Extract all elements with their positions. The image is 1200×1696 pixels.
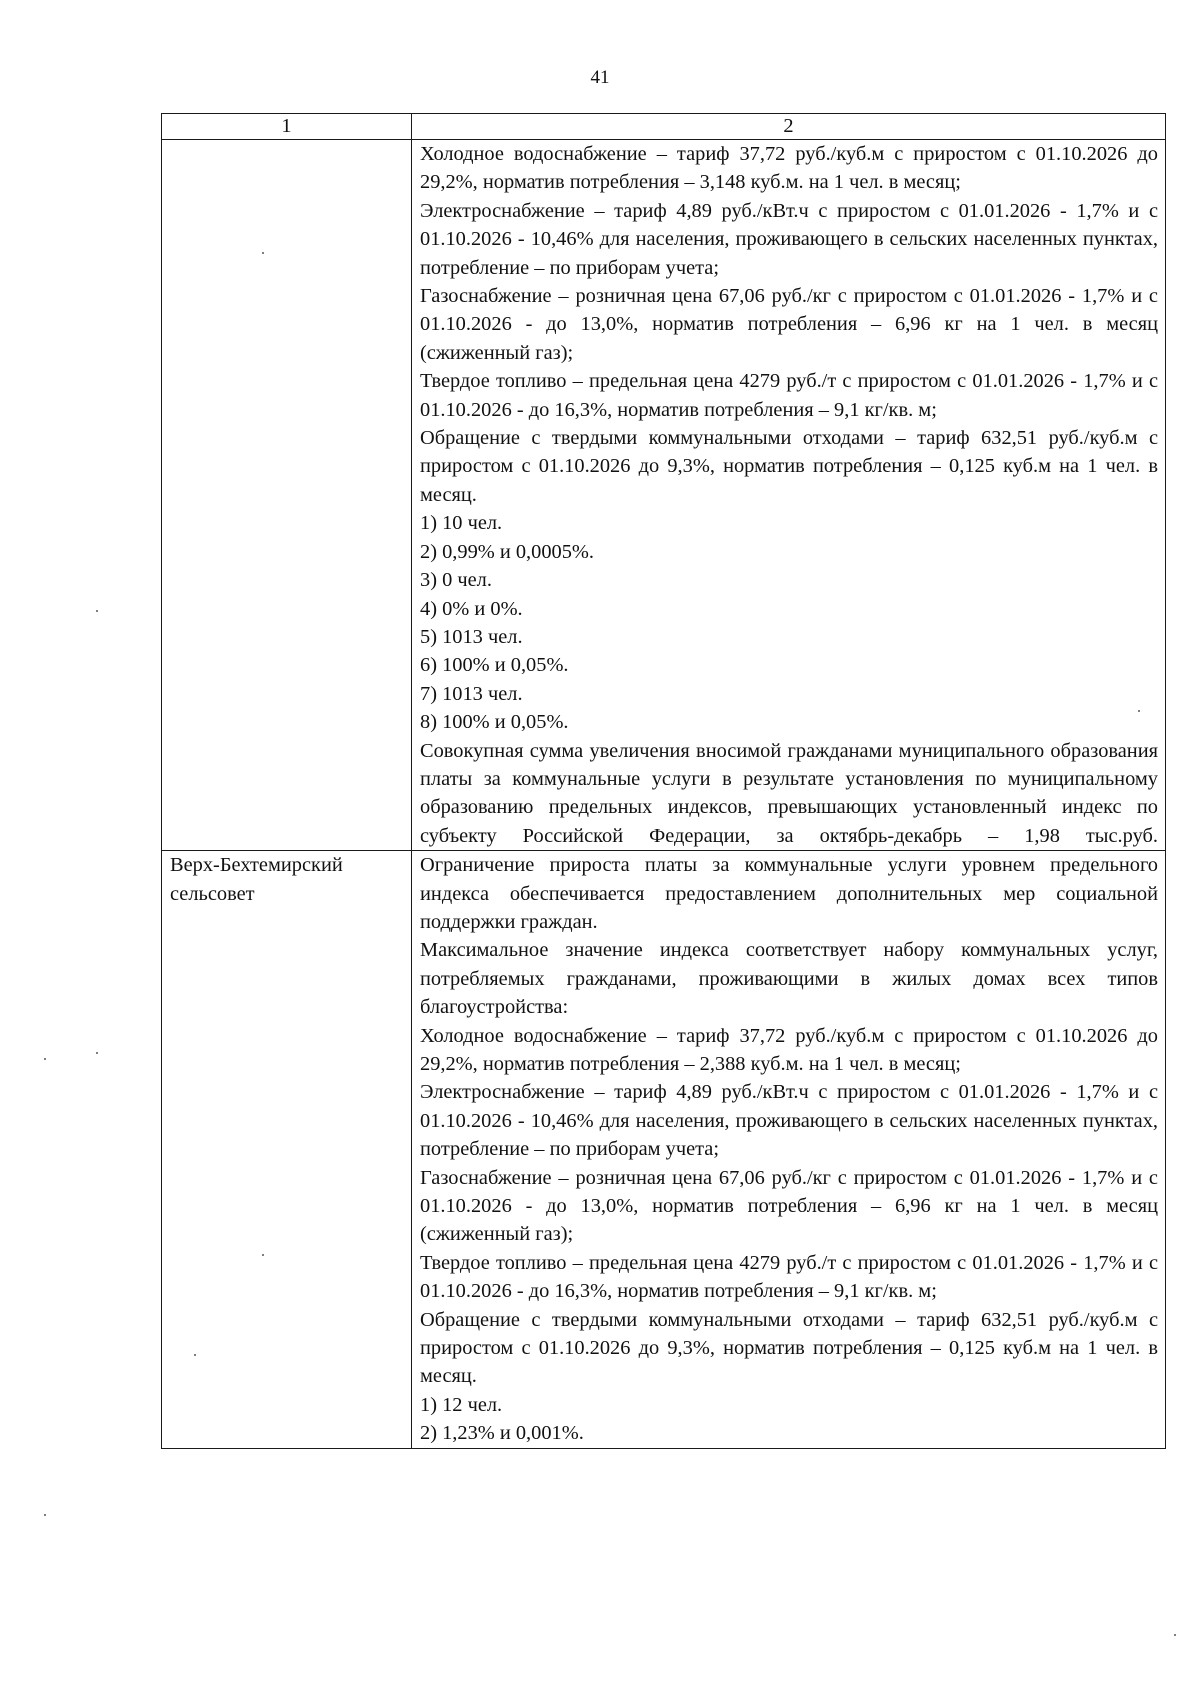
list-item: 2) 0,99% и 0,0005%. <box>420 540 595 563</box>
paragraph-electricity: Электроснабжение – тариф 4,89 руб./кВт.ч с приростом с 01.01.2026 - 1,7% и с 01.10.2026 - 10,46% для населения, проживающего в сельских населенных пунктах, потребление – по приборам учета; <box>420 199 1158 279</box>
table-row <box>162 851 1166 1449</box>
paragraph-gas: Газоснабжение – розничная цена 67,06 руб./кг с приростом с 01.01.2026 - 1,7% и с 01.10.2026 - до 13,0%, норматив потребления – 6,96 кг на 1 чел. в месяц (сжиженный газ); <box>420 1166 1158 1246</box>
column-header-2: 2 <box>412 114 1166 140</box>
list-item: 2) 1,23% и 0,001%. <box>420 1422 584 1445</box>
tariff-table <box>161 113 1166 1449</box>
list-item: 5) 1013 чел. <box>420 625 523 648</box>
scan-speck <box>1138 710 1140 712</box>
paragraph-solid-fuel: Твердое топливо – предельная цена 4279 руб./т с приростом с 01.01.2026 - 1,7% и с 01.10.2026 - до 16,3%, норматив потребления – 9,1 кг/кв. м; <box>420 370 1158 421</box>
paragraph-electricity: Электроснабжение – тариф 4,89 руб./кВт.ч с приростом с 01.01.2026 - 1,7% и с 01.10.2026 - 10,46% для населения, проживающего в сельских населенных пунктах, потребление – по приборам учета; <box>420 1081 1158 1161</box>
paragraph-waste: Обращение с твердыми коммунальными отходами – тариф 632,51 руб./куб.м с приростом с 01.10.2026 до 9,3%, норматив потребления – 0,125 куб.м на 1 чел. в месяц. <box>420 427 1158 506</box>
municipality-cell <box>162 140 412 851</box>
list-item: 6) 100% и 0,05%. <box>420 654 569 677</box>
table-row <box>162 140 1166 851</box>
description-cell <box>412 851 1166 1449</box>
paragraph-max-index: Максимальное значение индекса соответствует набору коммунальных услуг, потребляемых гражданами, проживающими в жилых домах всех типов благоустройства: <box>420 939 1158 1019</box>
column-header-1: 1 <box>162 114 412 140</box>
list-item: 8) 100% и 0,05%. <box>420 711 569 734</box>
municipality-cell <box>162 851 412 1449</box>
paragraph-cold-water: Холодное водоснабжение – тариф 37,72 руб./куб.м с приростом с 01.10.2026 до 29,2%, норматив потребления – 2,388 куб.м. на 1 чел. в месяц; <box>420 1024 1158 1075</box>
scan-speck <box>44 1058 46 1060</box>
paragraph-total-sum: Совокупная сумма увеличения вносимой гражданами муниципального образования платы за коммунальные услуги в результате установления по муниципальному образованию предельных индексов, превышающих установленный индекс по субъекту Российской Федерации, за октябрь-декабрь – 1,98 тыс.руб. <box>420 739 1158 847</box>
scan-speck <box>96 610 98 612</box>
paragraph-waste: Обращение с твердыми коммунальными отходами – тариф 632,51 руб./куб.м с приростом с 01.10.2026 до 9,3%, норматив потребления – 0,125 куб.м на 1 чел. в месяц. <box>420 1308 1158 1388</box>
table-header-row <box>162 114 1166 140</box>
list-item: 3) 0 чел. <box>420 569 492 592</box>
page-number: 41 <box>590 67 610 88</box>
scan-speck <box>1174 1634 1176 1636</box>
paragraph-limit: Ограничение прироста платы за коммунальные услуги уровнем предельного индекса обеспечивается предоставлением дополнительных мер социальной поддержки граждан. <box>420 854 1158 933</box>
scan-speck <box>262 252 264 254</box>
paragraph-cold-water: Холодное водоснабжение – тариф 37,72 руб./куб.м с приростом с 01.10.2026 до 29,2%, норматив потребления – 3,148 куб.м. на 1 чел. в месяц; <box>420 143 1158 194</box>
list-item: 4) 0% и 0%. <box>420 597 523 620</box>
list-item: 1) 12 чел. <box>420 1393 503 1416</box>
description-cell <box>412 140 1166 851</box>
scan-speck <box>96 1052 98 1054</box>
scan-speck <box>262 1254 264 1256</box>
list-item: 1) 10 чел. <box>420 512 503 535</box>
scan-speck <box>44 1514 46 1516</box>
scan-speck <box>194 1354 196 1356</box>
paragraph-solid-fuel: Твердое топливо – предельная цена 4279 руб./т с приростом с 01.01.2026 - 1,7% и с 01.10.2026 - до 16,3%, норматив потребления – 9,1 кг/кв. м; <box>420 1251 1158 1303</box>
municipality-name: Верх-Бехтемирский сельсовет <box>170 854 343 905</box>
paragraph-gas: Газоснабжение – розничная цена 67,06 руб./кг с приростом с 01.01.2026 - 1,7% и с 01.10.2026 - до 13,0%, норматив потребления – 6,96 кг на 1 чел. в месяц (сжиженный газ); <box>420 285 1158 364</box>
list-item: 7) 1013 чел. <box>420 682 523 705</box>
